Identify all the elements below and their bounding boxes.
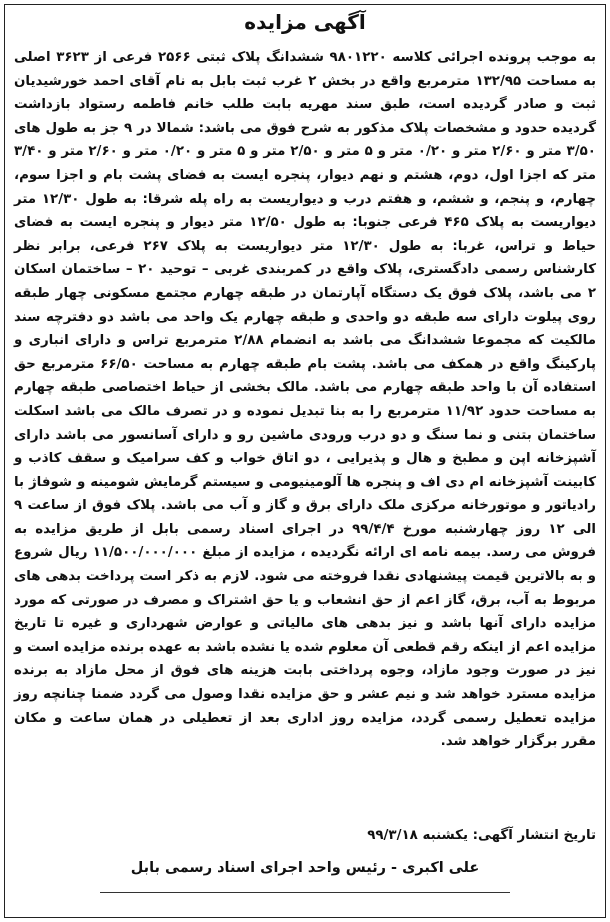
notice-title: آگهی مزایده <box>244 10 366 34</box>
signature-divider <box>100 892 510 903</box>
signature-line: علی اکبری - رئیس واحد اجرای اسناد رسمی بابل <box>130 860 480 876</box>
publish-date: تاریخ انتشار آگهی: یکشنبه ۹۹/۳/۱۸ <box>367 828 596 843</box>
notice-body: به موجب پرونده اجرائی کلاسه ۹۸۰۱۲۲۰ ششدانگ پلاک ثبتی ۲۵۶۶ فرعی از ۳۶۲۳ اصلی به مساحت ۱۳۲/۹۵ مترمربع واقع در بخش ۲ غرب ثبت بابل به نام آقای احمد خورشیدیان ثبت و صادر گردیده است، طبق سند مهریه بابت طلب خانم فاطمه رستواد بازداشت گردیده حدود و مشخصات پلاک مذکور به شرح فوق می باشد: شمالا در ۹ جز به طول های ۳/۵۰ متر و ۲/۶۰ متر و ۰/۲۰ متر و ۵ متر و ۲/۵۰ متر و ۵ متر و ۰/۲۰ متر و ۲/۶۰ متر و ۳/۴۰ متر که اجزا اول، دوم، هشتم و نهم دیوار، پنجره ایست به فضای پشت بام و اجزا سوم، چهارم، و پنجم، و ششم، و هفتم درب و دیواریست به راه پله شرقا: به طول ۱۲/۳۰ متر دیواریست به پلاک ۴۶۵ فرعی جنوبا: به طول ۱۲/۵۰ متر دیوار و پنجره ایست به فضای حیاط و تراس، غربا: به طول ۱۲/۳۰ متر دیواریست به پلاک ۲۶۷ فرعی، برابر نظر کارشناس رسمی دادگستری، پلاک واقع در کمربندی غربی – توحید ۲۰ – ساختمان اسکان ۲ می باشد، پلاک فوق یک دستگاه آپارتمان در طبقه چهارم مجتمع مسکونی چهار طبقه روی پیلوت دارای سه طبقه دو واحدی و طبقه چهارم یک واحد می باشد دو دفترچه سند مالکیت که مجموعا ششدانگ می باشد به انضمام ۲/۸۸ مترمربع تراس و دارای انباری و پارکینگ واقع در همکف می باشد. پشت بام طبقه چهارم به مساحت ۶۶/۵۰ مترمربع حق استفاده آن با واحد طبقه چهارم می باشد. مالک بخشی از حیاط اختصاصی طبقه چهارم به مساحت حدود ۱۱/۹۲ مترمربع را به بنا تبدیل نموده و در تصرف مالک می باشد اسکلت ساختمان بتنی و نما سنگ و دو درب ورودی ماشین رو و دارای آسانسور می باشد دارای آشپزخانه اپن و مطبخ و هال و پذیرایی ، دو اتاق خواب و کف سرامیک و سقف کاذب و کابینت آشپزخانه ام دی اف و پنجره ها آلومینیومی و سیستم گرمایش شومینه و شوفاژ با رادیاتور و موتورخانه مرکزی ملک دارای برق و گاز و آب می باشد. پلاک فوق از ساعت ۹ الی ۱۲ روز چهارشنبه مورخ ۹۹/۴/۴ در اجرای اسناد رسمی بابل از طریق مزایده به فروش می رسد. بیمه نامه ای ارائه نگردیده ، مزایده از مبلغ ۱۱/۵۰۰/۰۰۰/۰۰۰ ریال شروع و به بالاترین قیمت پیشنهادی نقدا فروخته می شود. لازم به ذکر است پرداخت بدهی های مربوط به آب، برق، گاز اعم از حق انشعاب و یا حق اشتراک و مصرف در صورتی که مورد مزایده دارای آنها باشد و نیز بدهی های مالیاتی و عوارض شهرداری و غیره تا تاریخ مزایده اعم از اینکه رقم قطعی آن معلوم شده یا نشده باشد به عهده برنده مزایده است و نیز در صورت وجود مازاد، وجوه پرداختی بابت هزینه های فوق از محل مازاد به برنده مزایده مسترد خواهد شد و نیم عشر و حق مزایده نقدا وصول می گردد ضمنا چنانچه روز مزایده تعطیل رسمی گردد، مزایده روز اداری بعد از تعطیلی در همان ساعت و مکان مقرر برگزار خواهد شد. <box>14 50 597 750</box>
